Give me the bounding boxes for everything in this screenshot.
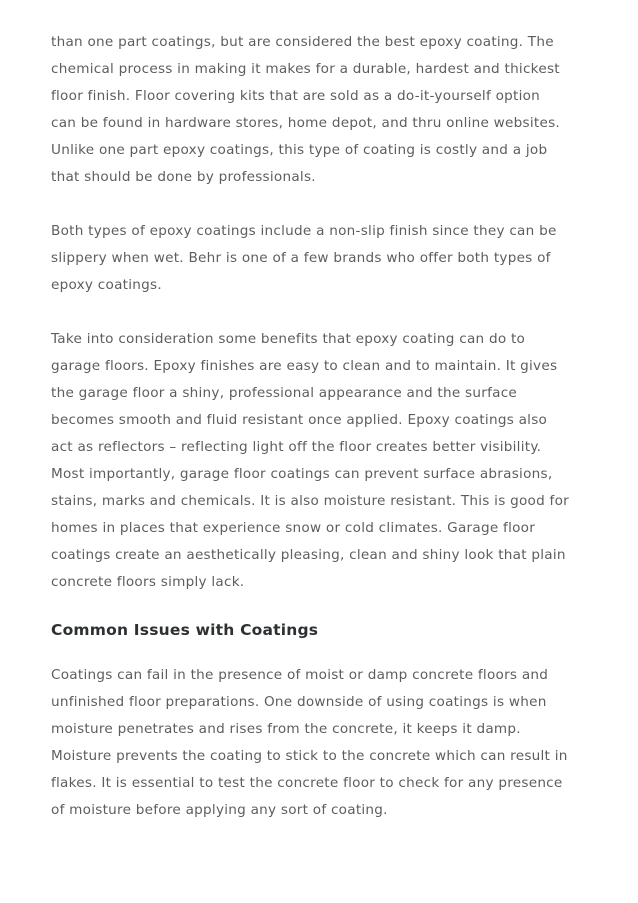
text-line: Coatings can fail in the presence of moist or damp concrete floors and — [51, 667, 549, 683]
text-line: Moisture prevents the coating to stick to the concrete which can result in — [51, 748, 568, 764]
text-line: chemical process in making it makes for a durable, hardest and thickest — [51, 61, 560, 77]
text-line: than one part coatings, but are considered the best epoxy coating. The — [51, 34, 554, 50]
text-line: the garage floor a shiny, professional appearance and the surface — [51, 385, 518, 401]
paragraph-common-issues — [51, 662, 596, 824]
paragraph-two-part-coatings — [51, 29, 596, 191]
text-line: coatings create an aesthetically pleasing, clean and shiny look that plain — [51, 547, 566, 563]
text-line: can be found in hardware stores, home depot, and thru online websites. — [51, 115, 560, 131]
text-line: homes in places that experience snow or cold climates. Garage floor — [51, 520, 536, 536]
text-line: Most importantly, garage floor coatings can prevent surface abrasions, — [51, 466, 553, 482]
document-page — [51, 29, 596, 851]
text-line: flakes. It is essential to test the concrete floor to check for any presence — [51, 775, 563, 791]
text-line: becomes smooth and fluid resistant once applied. Epoxy coatings also — [51, 412, 548, 428]
paragraph-non-slip-finish — [51, 218, 596, 299]
text-line: stains, marks and chemicals. It is also moisture resistant. This is good for — [51, 493, 569, 509]
text-line: Unlike one part epoxy coatings, this type of coating is costly and a job — [51, 142, 548, 158]
text-line: act as reflectors – reflecting light off the floor creates better visibility. — [51, 439, 542, 455]
text-line: Both types of epoxy coatings include a non-slip finish since they can be — [51, 223, 557, 239]
text-line: slippery when wet. Behr is one of a few brands who offer both types of — [51, 250, 551, 266]
text-line: floor finish. Floor covering kits that are sold as a do-it-yourself option — [51, 88, 541, 104]
text-line: garage floors. Epoxy finishes are easy to clean and to maintain. It gives — [51, 358, 558, 374]
text-line: of moisture before applying any sort of coating. — [51, 802, 388, 818]
paragraph-benefits — [51, 326, 596, 596]
text-line: that should be done by professionals. — [51, 169, 316, 185]
text-line: concrete floors simply lack. — [51, 574, 245, 590]
text-line: unfinished floor preparations. One downside of using coatings is when — [51, 694, 547, 710]
text-line: moisture penetrates and rises from the concrete, it keeps it damp. — [51, 721, 521, 737]
section-heading: Common Issues with Coatings — [51, 621, 319, 639]
text-line: epoxy coatings. — [51, 277, 162, 293]
text-line: Take into consideration some benefits that epoxy coating can do to — [51, 331, 526, 347]
